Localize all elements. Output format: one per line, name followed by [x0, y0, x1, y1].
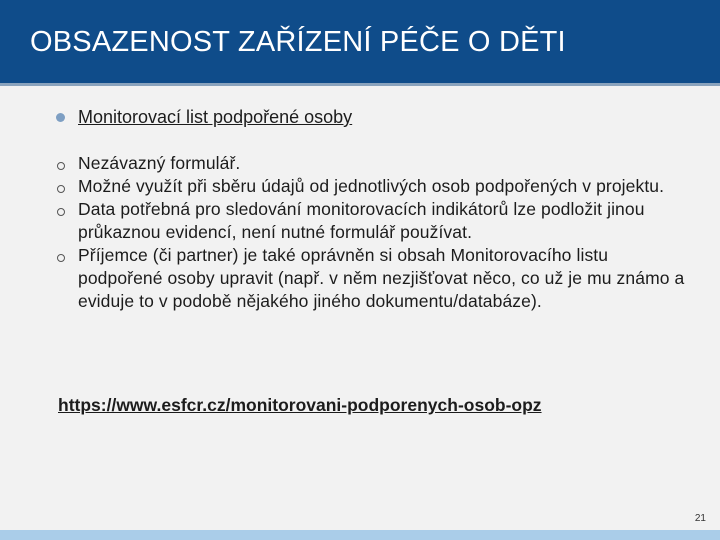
bullet-dot-icon	[56, 113, 65, 122]
circle-bullet-icon	[57, 185, 65, 193]
page-number: 21	[694, 513, 706, 524]
title-bar	[0, 0, 720, 86]
circle-bullet-icon	[57, 208, 65, 216]
sub-bullet-text: Možné využít při sběru údajů od jednotlivých osob podpořených v projektu.	[78, 176, 665, 196]
main-bullet-text: Monitorovací list podpořené osoby	[78, 107, 353, 127]
slide-title: OBSAZENOST ZAŘÍZENÍ PÉČE O DĚTI	[30, 26, 566, 58]
sub-bullet-item	[56, 175, 686, 198]
main-bullet	[56, 107, 352, 128]
bottom-bar	[0, 530, 720, 540]
circle-bullet-icon	[57, 162, 65, 170]
esf-link[interactable]: https://www.esfcr.cz/monitorovani-podporenych-osob-opz	[58, 395, 542, 415]
sub-bullet-item	[56, 152, 686, 175]
sub-bullet-text: Nezávazný formulář.	[78, 153, 241, 173]
sub-bullet-item	[56, 244, 686, 313]
circle-bullet-icon	[57, 254, 65, 262]
sub-bullet-list	[56, 152, 686, 313]
sub-bullet-text: Příjemce (či partner) je také oprávněn si obsah Monitorovacího listu podpořené osoby upravit (např. v něm nezjišťovat něco, co už je mu známo a eviduje to v podobě nějakého jiného dokumentu/databáze).	[78, 245, 685, 311]
sub-bullet-item	[56, 198, 686, 244]
sub-bullet-text: Data potřebná pro sledování monitorovacích indikátorů lze podložit jinou průkaznou evidencí, není nutné formulář používat.	[78, 199, 645, 242]
